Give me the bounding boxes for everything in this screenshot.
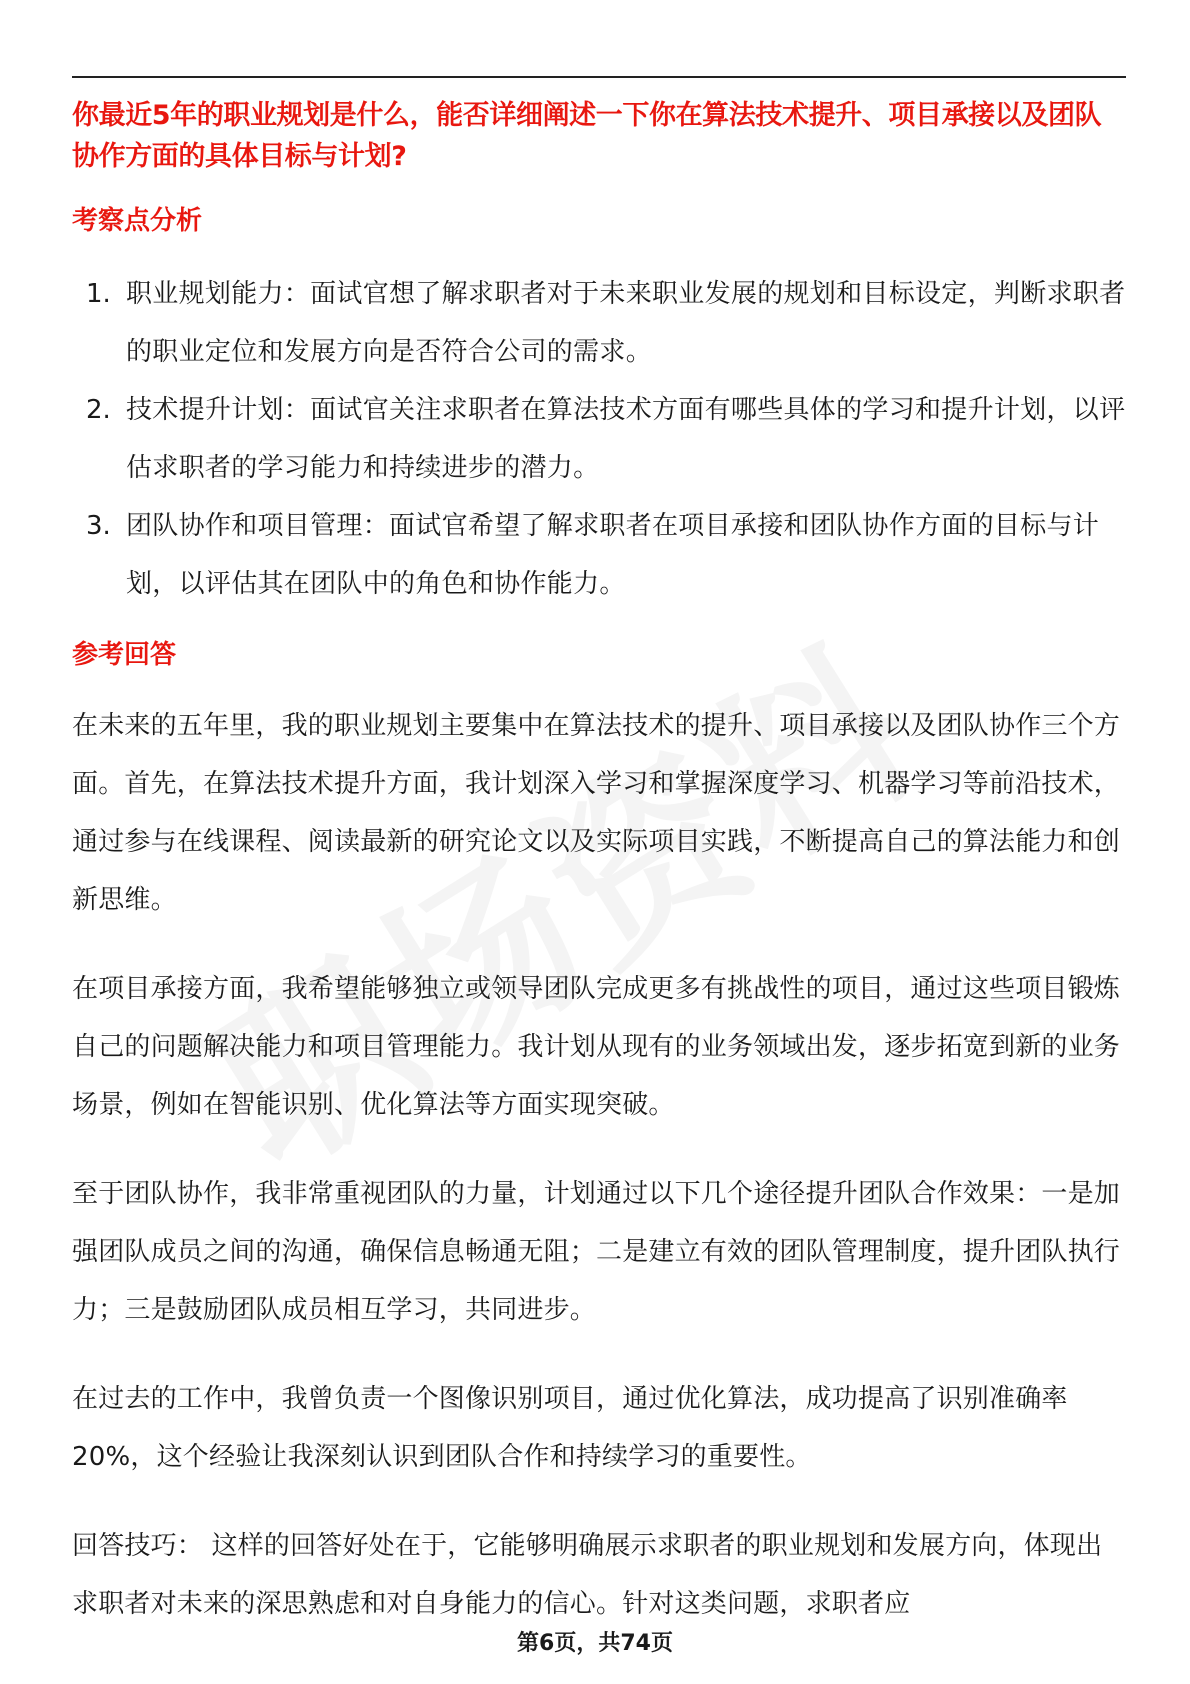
page-footer: 第6页，共74页 [517, 1631, 673, 1656]
analysis-title: 考察点分析 [72, 206, 203, 236]
analysis-point [72, 497, 1126, 613]
answer-paragraph: 在过去的工作中，我曾负责一个图像识别项目，通过优化算法，成功提高了识别准确率20%，这个经验让我深刻认识到团队合作和持续学习的重要性。 [72, 1384, 1068, 1472]
header-rule [72, 76, 1126, 78]
answer-paragraph: 在未来的五年里，我的职业规划主要集中在算法技术的提升、项目承接以及团队协作三个方面。首先，在算法技术提升方面，我计划深入学习和掌握深度学习、机器学习等前沿技术，通过参与在线课程、阅读最新的研究论文以及实际项目实践，不断提高自己的算法能力和创新思维。 [72, 711, 1121, 915]
analysis-points [72, 265, 1126, 613]
analysis-point [72, 265, 1126, 381]
point-number: 3. [86, 511, 111, 541]
point-number: 1. [86, 279, 111, 309]
point-text: 技术提升计划：面试官关注求职者在算法技术方面有哪些具体的学习和提升计划，以评估求职者的学习能力和持续进步的潜力。 [126, 395, 1126, 483]
answer-tips-paragraph: 回答技巧： 这样的回答好处在于，它能够明确展示求职者的职业规划和发展方向，体现出求职者对未来的深思熟虑和对自身能力的信心。针对这类问题，求职者应 [72, 1531, 1103, 1619]
point-text: 团队协作和项目管理：面试官希望了解求职者在项目承接和团队协作方面的目标与计划，以评估其在团队中的角色和协作能力。 [126, 511, 1100, 599]
document-body [72, 95, 1126, 1633]
answer-paragraph: 至于团队协作，我非常重视团队的力量，计划通过以下几个途径提升团队合作效果：一是加强团队成员之间的沟通，确保信息畅通无阻；二是建立有效的团队管理制度，提升团队执行力；三是鼓励团队成员相互学习，共同进步。 [72, 1179, 1121, 1325]
answer-title: 参考回答 [72, 640, 177, 670]
point-text: 职业规划能力：面试官想了解求职者对于未来职业发展的规划和目标设定，判断求职者的职业定位和发展方向是否符合公司的需求。 [126, 279, 1126, 367]
question-heading: 你最近5年的职业规划是什么，能否详细阐述一下你在算法技术提升、项目承接以及团队协作方面的具体目标与计划? [72, 100, 1102, 172]
answer-paragraph: 在项目承接方面，我希望能够独立或领导团队完成更多有挑战性的项目，通过这些项目锻炼自己的问题解决能力和项目管理能力。我计划从现有的业务领域出发，逐步拓宽到新的业务场景，例如在智能识别、优化算法等方面实现突破。 [72, 974, 1121, 1120]
point-number: 2. [86, 395, 111, 425]
analysis-point [72, 381, 1126, 497]
